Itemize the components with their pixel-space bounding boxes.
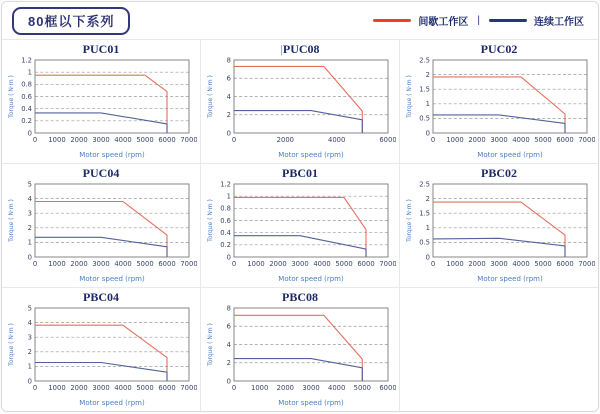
legend-divider: | bbox=[477, 15, 480, 26]
chart-legend bbox=[373, 13, 584, 28]
x-tick-label: 4000 bbox=[114, 384, 132, 392]
x-tick-label: 4000 bbox=[328, 384, 346, 392]
chart-canvas bbox=[5, 304, 197, 412]
chart-cell bbox=[201, 164, 399, 287]
chart-plot bbox=[204, 304, 396, 408]
y-tick-label: 2.5 bbox=[419, 56, 430, 65]
y-tick-label: 1 bbox=[27, 238, 32, 247]
y-tick-label: 0.2 bbox=[220, 241, 231, 250]
chart-canvas bbox=[403, 180, 595, 289]
x-tick-label: 6000 bbox=[158, 260, 176, 268]
x-tick-label: 2000 bbox=[269, 260, 287, 268]
page-header bbox=[2, 2, 598, 40]
chart-title: PBC02 bbox=[481, 166, 517, 180]
chart-title: PUC04 bbox=[82, 166, 120, 180]
x-tick-label: 6000 bbox=[379, 136, 396, 144]
x-axis-label: Motor speed (rpm) bbox=[79, 151, 145, 159]
x-axis-label: Motor speed (rpm) bbox=[79, 399, 145, 407]
y-tick-label: 2 bbox=[27, 348, 32, 357]
chart-title: PBC08 bbox=[282, 290, 318, 304]
x-tick-label: 5000 bbox=[534, 260, 552, 268]
x-tick-label: 5000 bbox=[335, 260, 353, 268]
x-tick-label: 6000 bbox=[379, 384, 396, 392]
chart-plot bbox=[204, 180, 396, 284]
x-axis-label: Motor speed (rpm) bbox=[477, 275, 543, 283]
continuous-zone-line bbox=[433, 238, 565, 257]
x-tick-label: 2000 bbox=[468, 136, 486, 144]
y-tick-label: 0.6 bbox=[220, 216, 231, 225]
y-tick-label: 0 bbox=[27, 377, 32, 386]
x-tick-label: 3000 bbox=[92, 136, 110, 144]
x-tick-label: 2000 bbox=[70, 260, 88, 268]
x-tick-label: 1000 bbox=[446, 260, 464, 268]
plot-border bbox=[35, 184, 189, 257]
y-tick-label: 0.2 bbox=[21, 117, 32, 126]
x-tick-label: 3000 bbox=[291, 260, 309, 268]
x-axis-label: Motor speed (rpm) bbox=[278, 275, 344, 283]
x-tick-label: 2000 bbox=[468, 260, 486, 268]
y-tick-label: 4 bbox=[226, 340, 231, 349]
continuous-zone-line bbox=[234, 359, 362, 381]
y-axis-label: Torque ( N·m ) bbox=[207, 75, 214, 118]
x-axis-label: Motor speed (rpm) bbox=[79, 275, 145, 283]
chart-canvas bbox=[403, 56, 595, 165]
intermittent-zone-line bbox=[234, 315, 362, 381]
x-tick-label: 7000 bbox=[578, 260, 595, 268]
y-tick-label: 8 bbox=[226, 56, 231, 65]
series-title-badge: 80框以下系列 bbox=[12, 7, 130, 35]
y-tick-label: 2 bbox=[27, 224, 32, 233]
x-tick-label: 7000 bbox=[180, 384, 197, 392]
x-tick-label: 3000 bbox=[92, 384, 110, 392]
y-tick-label: 1.2 bbox=[21, 56, 32, 65]
y-tick-label: 2 bbox=[226, 359, 231, 368]
y-tick-label: 1 bbox=[226, 192, 231, 201]
chart-cell bbox=[201, 40, 399, 163]
chart-title: PUC01 bbox=[82, 42, 120, 56]
y-tick-label: 0 bbox=[425, 129, 430, 138]
x-tick-label: 6000 bbox=[556, 136, 574, 144]
y-tick-label: 0.6 bbox=[21, 92, 32, 101]
plot-border bbox=[433, 60, 587, 133]
x-tick-label: 1000 bbox=[247, 260, 265, 268]
y-tick-label: 0 bbox=[226, 129, 231, 138]
chart-plot bbox=[5, 56, 197, 160]
continuous-zone-line bbox=[433, 115, 565, 133]
x-tick-label: 0 bbox=[32, 384, 38, 392]
y-tick-label: 5 bbox=[27, 180, 32, 189]
y-tick-label: 0.5 bbox=[419, 238, 430, 247]
y-tick-label: 1 bbox=[27, 362, 32, 371]
intermittent-zone-line bbox=[433, 202, 565, 257]
legend-item-continuous bbox=[489, 13, 584, 28]
y-tick-label: 0 bbox=[226, 377, 231, 386]
x-tick-label: 5000 bbox=[353, 384, 371, 392]
y-axis-label: Torque ( N·m ) bbox=[8, 323, 15, 366]
y-tick-label: 2 bbox=[425, 70, 430, 79]
y-tick-label: 1.5 bbox=[419, 85, 430, 94]
chart-cell bbox=[400, 40, 598, 163]
legend-label: 连续工作区 bbox=[534, 17, 584, 28]
red-line-swatch bbox=[373, 19, 411, 22]
chart-plot bbox=[5, 304, 197, 408]
x-tick-label: 7000 bbox=[180, 260, 197, 268]
x-tick-label: 5000 bbox=[136, 136, 154, 144]
y-tick-label: 1.2 bbox=[220, 180, 231, 189]
x-tick-label: 5000 bbox=[136, 260, 154, 268]
x-tick-label: 0 bbox=[231, 136, 237, 144]
x-tick-label: 4000 bbox=[328, 136, 346, 144]
chart-title: PBC01 bbox=[282, 166, 318, 180]
chart-cell bbox=[400, 164, 598, 287]
y-tick-label: 8 bbox=[226, 304, 231, 313]
chart-plot bbox=[5, 180, 197, 284]
legend-label: 间歇工作区 bbox=[418, 17, 469, 28]
x-tick-label: 5000 bbox=[136, 384, 154, 392]
y-tick-label: 0.5 bbox=[419, 114, 430, 123]
chart-canvas bbox=[204, 304, 396, 412]
y-tick-label: 1 bbox=[425, 224, 430, 233]
x-tick-label: 1000 bbox=[48, 260, 66, 268]
y-tick-label: 0 bbox=[226, 253, 231, 262]
x-tick-label: 6000 bbox=[158, 136, 176, 144]
intermittent-zone-line bbox=[234, 66, 362, 133]
chart-title: | PUC08 bbox=[280, 42, 320, 56]
x-axis-label: Motor speed (rpm) bbox=[278, 151, 344, 159]
x-tick-label: 2000 bbox=[276, 384, 294, 392]
x-tick-label: 4000 bbox=[512, 136, 530, 144]
x-tick-label: 1000 bbox=[48, 136, 66, 144]
intermittent-zone-line bbox=[35, 325, 167, 381]
x-tick-label: 3000 bbox=[302, 384, 320, 392]
y-tick-label: 0.8 bbox=[21, 80, 32, 89]
x-tick-label: 1000 bbox=[251, 384, 269, 392]
y-tick-label: 0.4 bbox=[21, 104, 32, 113]
x-tick-label: 2000 bbox=[70, 384, 88, 392]
y-tick-label: 2 bbox=[425, 194, 430, 203]
plot-border bbox=[35, 308, 189, 381]
chart-canvas bbox=[5, 56, 197, 165]
blue-line-swatch bbox=[489, 19, 527, 22]
x-tick-label: 7000 bbox=[180, 136, 197, 144]
continuous-zone-line bbox=[35, 363, 167, 382]
y-axis-label: Torque ( N·m ) bbox=[207, 199, 214, 242]
x-tick-label: 0 bbox=[430, 136, 436, 144]
y-tick-label: 6 bbox=[226, 322, 231, 331]
continuous-zone-line bbox=[35, 113, 167, 133]
y-tick-label: 4 bbox=[27, 318, 32, 327]
x-tick-label: 0 bbox=[32, 260, 38, 268]
y-tick-label: 2 bbox=[226, 111, 231, 120]
y-axis-label: Torque ( N·m ) bbox=[8, 199, 15, 242]
y-tick-label: 3 bbox=[27, 209, 32, 218]
y-tick-label: 0.4 bbox=[220, 228, 231, 237]
text-cursor: | bbox=[280, 42, 283, 56]
y-tick-label: 0 bbox=[27, 253, 32, 262]
chart-cell bbox=[201, 288, 399, 411]
chart-plot bbox=[204, 56, 396, 160]
continuous-zone-line bbox=[234, 236, 366, 257]
x-tick-label: 5000 bbox=[534, 136, 552, 144]
intermittent-zone-line bbox=[35, 202, 167, 258]
x-tick-label: 0 bbox=[231, 384, 237, 392]
intermittent-zone-line bbox=[35, 75, 167, 133]
chart-plot bbox=[403, 180, 595, 284]
chart-canvas bbox=[5, 180, 197, 289]
y-axis-label: Torque ( N·m ) bbox=[406, 75, 413, 118]
chart-grid bbox=[2, 40, 598, 411]
x-tick-label: 2000 bbox=[276, 136, 294, 144]
intermittent-zone-line bbox=[234, 197, 366, 257]
x-tick-label: 1000 bbox=[48, 384, 66, 392]
chart-cell bbox=[2, 40, 200, 163]
x-tick-label: 2000 bbox=[70, 136, 88, 144]
y-tick-label: 5 bbox=[27, 304, 32, 313]
empty-cell bbox=[400, 288, 598, 411]
x-tick-label: 6000 bbox=[357, 260, 375, 268]
y-axis-label: Torque ( N·m ) bbox=[8, 75, 15, 118]
chart-cell bbox=[2, 288, 200, 411]
x-tick-label: 3000 bbox=[92, 260, 110, 268]
x-tick-label: 3000 bbox=[490, 136, 508, 144]
x-axis-label: Motor speed (rpm) bbox=[278, 399, 344, 407]
y-axis-label: Torque ( N·m ) bbox=[207, 323, 214, 366]
chart-canvas bbox=[204, 180, 396, 289]
continuous-zone-line bbox=[234, 111, 362, 133]
y-tick-label: 6 bbox=[226, 74, 231, 83]
x-tick-label: 4000 bbox=[114, 260, 132, 268]
y-tick-label: 2.5 bbox=[419, 180, 430, 189]
y-tick-label: 1 bbox=[27, 68, 32, 77]
x-tick-label: 4000 bbox=[512, 260, 530, 268]
y-tick-label: 0.8 bbox=[220, 204, 231, 213]
y-tick-label: 0 bbox=[425, 253, 430, 262]
x-tick-label: 3000 bbox=[490, 260, 508, 268]
x-tick-label: 0 bbox=[32, 136, 38, 144]
chart-canvas bbox=[204, 56, 396, 165]
legend-item-intermittent bbox=[373, 13, 468, 28]
y-tick-label: 1 bbox=[425, 100, 430, 109]
intermittent-zone-line bbox=[433, 77, 565, 133]
x-tick-label: 6000 bbox=[158, 384, 176, 392]
x-tick-label: 1000 bbox=[446, 136, 464, 144]
chart-cell bbox=[2, 164, 200, 287]
x-axis-label: Motor speed (rpm) bbox=[477, 151, 543, 159]
x-tick-label: 4000 bbox=[114, 136, 132, 144]
y-axis-label: Torque ( N·m ) bbox=[406, 199, 413, 242]
y-tick-label: 4 bbox=[226, 92, 231, 101]
chart-title: PUC02 bbox=[480, 42, 518, 56]
x-tick-label: 0 bbox=[231, 260, 237, 268]
y-tick-label: 4 bbox=[27, 194, 32, 203]
x-tick-label: 7000 bbox=[578, 136, 595, 144]
y-tick-label: 0 bbox=[27, 129, 32, 138]
x-tick-label: 4000 bbox=[313, 260, 331, 268]
y-tick-label: 3 bbox=[27, 333, 32, 342]
y-tick-label: 1.5 bbox=[419, 209, 430, 218]
chart-plot bbox=[403, 56, 595, 160]
chart-title: PBC04 bbox=[83, 290, 119, 304]
x-tick-label: 6000 bbox=[556, 260, 574, 268]
x-tick-label: 7000 bbox=[379, 260, 396, 268]
continuous-zone-line bbox=[35, 237, 167, 257]
page-card bbox=[1, 1, 599, 412]
x-tick-label: 0 bbox=[430, 260, 436, 268]
